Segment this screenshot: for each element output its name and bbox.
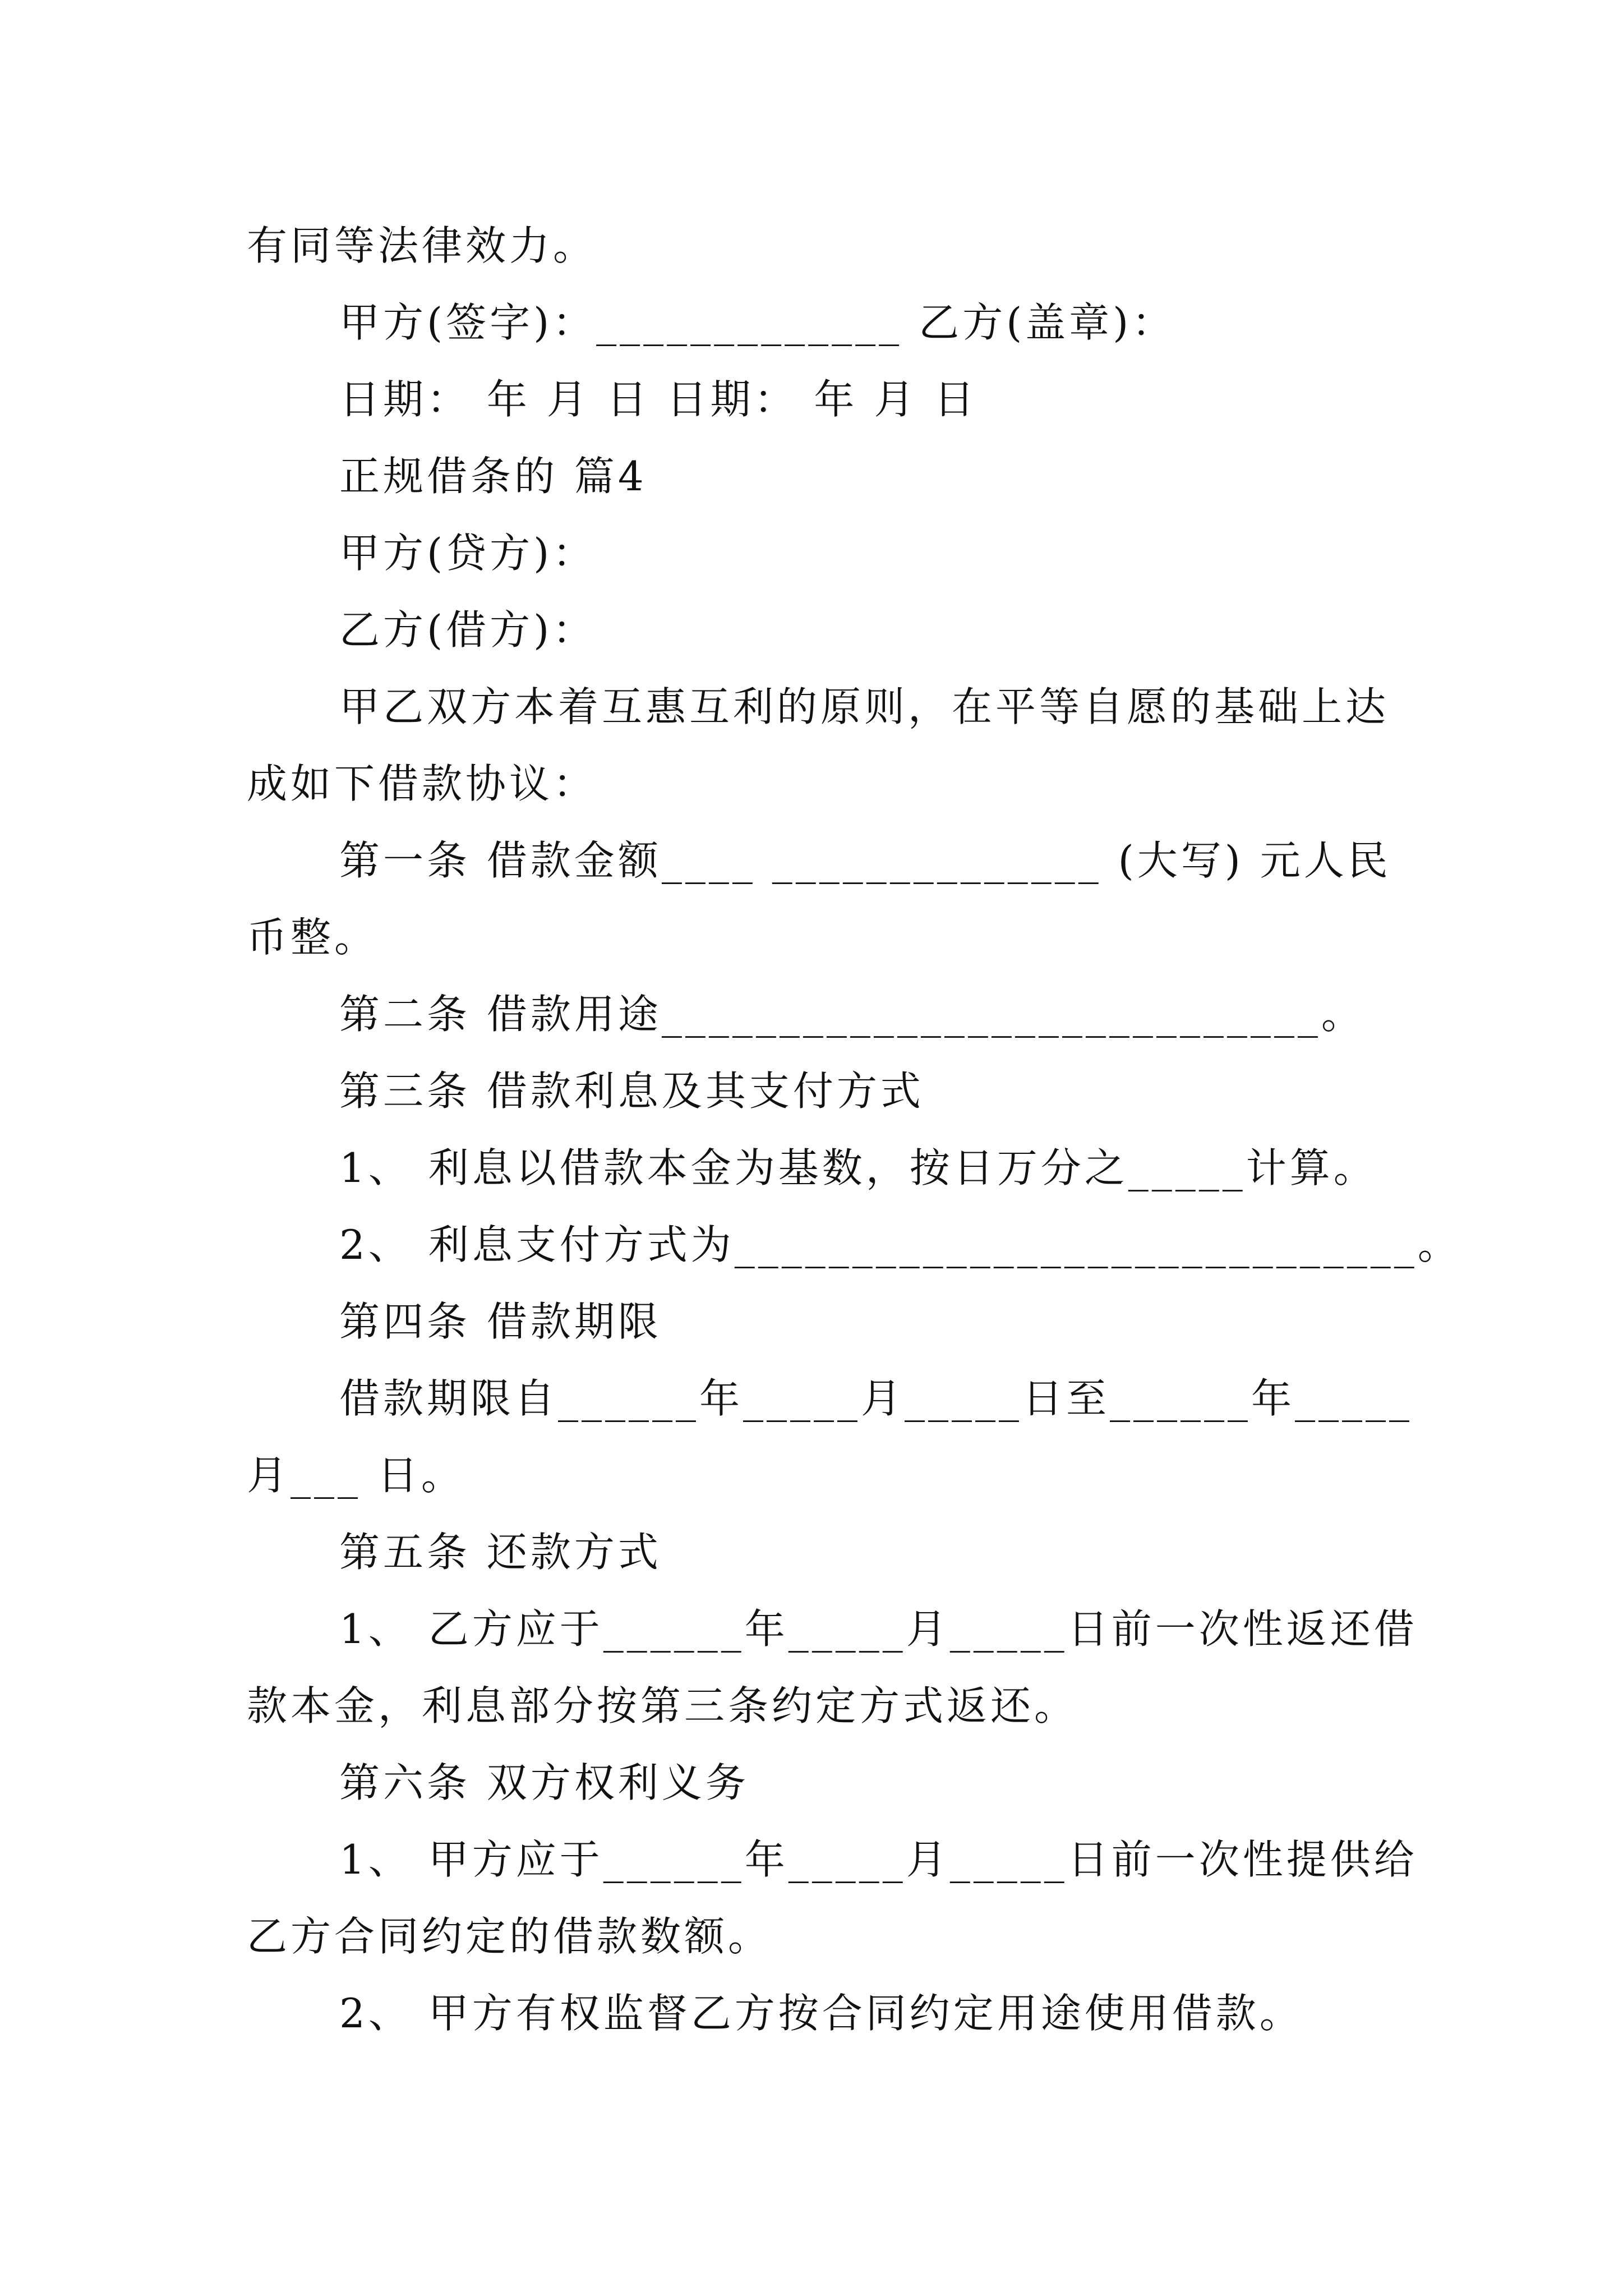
text-line-24: 2、 甲方有权监督乙方按合同约定用途使用借款。 — [339, 1990, 1303, 2037]
text-line-23: 乙方合同约定的借款数额。 — [247, 1913, 772, 1960]
text-line-1: 有同等法律效力。 — [247, 222, 597, 269]
text-line-7: 甲乙双方本着互惠互利的原则，在平等自愿的基础上达 — [339, 683, 1390, 730]
text-line-10: 币整。 — [247, 914, 379, 961]
text-line-16: 借款期限自______年_____月_____日至______年_____ — [339, 1375, 1413, 1422]
text-line-15: 第四条 借款期限 — [339, 1298, 662, 1345]
text-line-18: 第五条 还款方式 — [339, 1529, 662, 1576]
text-line-2: 甲方(签字)：_____________ 乙方(盖章)： — [339, 299, 1176, 346]
text-line-8: 成如下借款协议： — [247, 760, 597, 807]
text-line-6: 乙方(借方)： — [339, 606, 597, 654]
text-line-21: 第六条 双方权利义务 — [339, 1759, 749, 1806]
text-line-12: 第三条 借款利息及其支付方式 — [339, 1068, 924, 1115]
text-line-9: 第一条 借款金额____ ______________ (大写) 元人民 — [339, 837, 1391, 884]
text-line-3: 日期： 年 月 日 日期： 年 月 日 — [339, 376, 978, 423]
section-title: 正规借条的 篇4 — [339, 453, 647, 500]
text-line-17: 月___ 日。 — [247, 1452, 465, 1499]
text-line-19: 1、 乙方应于______年_____月_____日前一次性返还借 — [339, 1605, 1418, 1653]
text-line-22: 1、 甲方应于______年_____月_____日前一次性提供给 — [339, 1836, 1418, 1883]
text-line-14: 2、 利息支付方式为_____________________________。 — [339, 1221, 1461, 1268]
text-line-13: 1、 利息以借款本金为基数，按日万分之_____计算。 — [339, 1144, 1377, 1191]
text-line-11: 第二条 借款用途____________________________。 — [339, 991, 1365, 1038]
text-line-5: 甲方(贷方)： — [339, 530, 597, 577]
text-line-20: 款本金，利息部分按第三条约定方式返还。 — [247, 1682, 1078, 1729]
